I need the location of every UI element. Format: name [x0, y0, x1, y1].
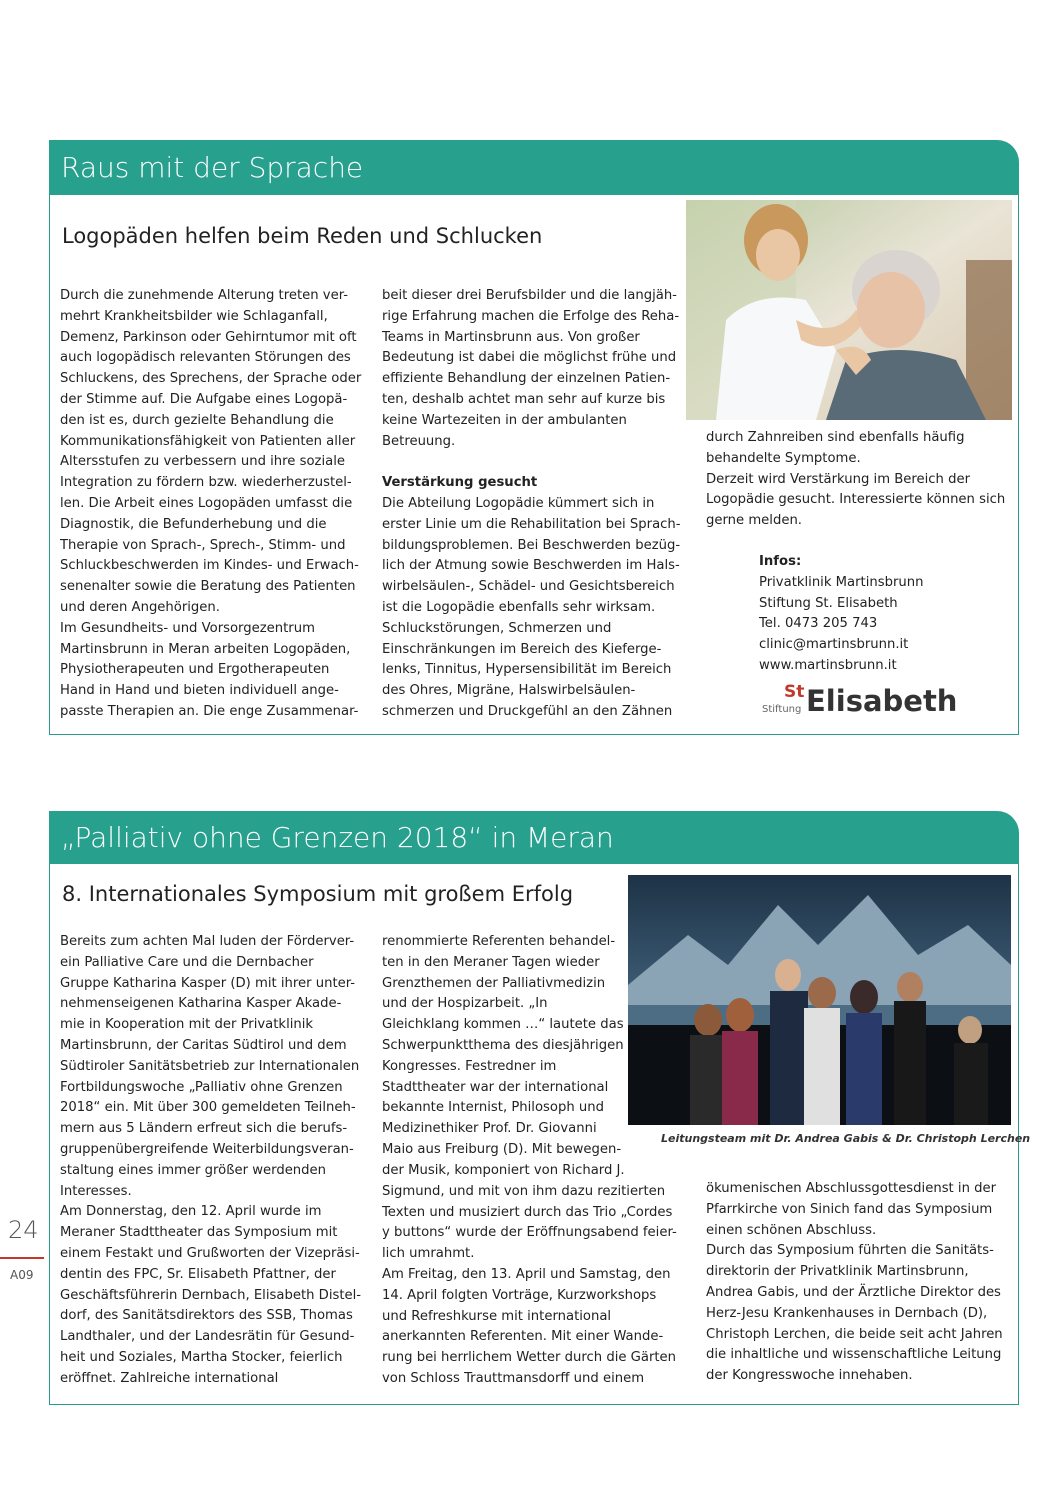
logo-name: Elisabeth — [806, 684, 958, 718]
article1-title-band — [49, 140, 1019, 195]
article2-subtitle: 8. Internationales Symposium mit großem Erfolg — [62, 882, 574, 906]
page-code: A09 — [10, 1268, 34, 1282]
infos-label: Infos: — [759, 554, 802, 569]
article2-title: „Palliativ ohne Grenzen 2018“ in Meran — [61, 821, 614, 854]
article2-col1 — [60, 932, 370, 1390]
article2-photo-caption: Leitungsteam mit Dr. Andrea Gabis & Dr. Christoph Lerchen — [661, 1132, 1031, 1145]
article2-col3-text: ökumenischen Abschlussgottesdienst in der Pfarrkirche von Sinich fand das Symposium einen schönen Abschluss. Durch das Symposium führten die Sanitäts- direktorin der Privatklinik Martinsbrunn, Andrea Gabis, und der Ärztliche Direktor des Herz-Jesu Krankenhauses in Dernbach (D), Christoph Lerchen, die beide seit acht Jahren die inhaltliche und wissenschaftliche Leitung der Kongresswoche innehaben. — [706, 1181, 1003, 1384]
article1-infos — [759, 552, 999, 677]
article1-col1-text: Durch die zunehmende Alterung treten ver- mehrt Krankheitsbilder wie Schlaganfall, Demenz, Parkinson oder Gehirntumor mit oft auch logopädisch relevanten Störungen des Schluckens, des Sprechens, der Sprache oder der Stimme auf. Die Aufgabe eines Logopä- den ist es, durch gezielte Behandlung die Kommunikationsfähigkeit von Patienten aller Altersstufen zu verbessern und ihre soziale Integration zu fördern bzw. wiederherzustel- len. Die Arbeit eines Logopäden umfasst die Diagnostik, die Befunderhebung und die Therapie von Sprach-, Sprech-, Stimm- und Schluckbeschwerden im Kindes- und Erwach- senenalter sowie die Beratung des Patienten und deren Angehörigen. Im Gesundheits- und Vorsorgezentrum Martinsbrunn in Meran arbeiten Logopäden, Physiotherapeuten und Ergotherapeuten Hand in Hand und bieten individuell ange- passte Therapien an. Die enge Zusammenar- — [60, 288, 362, 719]
article1-photo — [686, 200, 1012, 420]
infos-line: Stiftung St. Elisabeth — [759, 595, 898, 611]
article2-col2b-text: der Musik, komponiert von Richard J. Sigmund, und mit von ihm dazu rezitierten Texten und musiziert durch das Trio „Cordes y buttons“ wurde der Eröffnungsabend feier- lich umrahmt. Am Freitag, den 13. April und Samstag, den 14. April folgten Vorträge, Kurzworkshops und Refreshkurse mit international anerkannten Referenten. Mit einer Wande- rung bei herrlichem Wetter durch die Gärten von Schloss Trauttmansdorff und einem — [382, 1163, 677, 1386]
symposium-stage-image — [628, 875, 1011, 1125]
page-number: 24 — [8, 1216, 39, 1244]
article1-col3 — [706, 428, 1016, 532]
infos-phone: Tel. 0473 205 743 — [759, 616, 878, 632]
page-marker-line — [0, 1257, 44, 1259]
article1-col2 — [382, 286, 682, 723]
infos-email[interactable]: clinic@martinsbrunn.it — [759, 637, 909, 653]
article2-col2a-text: renommierte Referenten behandel- ten in den Meraner Tagen wieder Grenzthemen der Palliativmedizin und der Hospizarbeit. „In Gleichklang kommen …“ lautete das Schwerpunktthema des diesjährigen Kongresses. Festredner im Stadttheater war der international bekannte Internist, Philosoph und Medizinethiker Prof. Dr. Giovanni Maio aus Freiburg (D). Mit bewegen- — [382, 934, 624, 1157]
article1-col1 — [60, 286, 370, 723]
article2-col1-text: Bereits zum achten Mal luden der Förderver- ein Palliative Care und die Dernbacher Gruppe Katharina Kasper (D) mit ihrer unter- nehmenseigenen Katharina Kasper Akade- mie in Kooperation mit der Privatklinik Martinsbrunn, der Caritas Südtirol und dem Südtiroler Sanitätsbetrieb zur Internationalen Fortbildungswoche „Palliativ ohne Grenzen 2018“ ein. Mit über 300 gemeldeten Teilneh- mern aus 5 Ländern erfreut sich die berufs- gruppenübergreifende Weiterbildungsveran- staltung eines immer größer werdenden Interesses. Am Donnerstag, den 12. April wurde im Meraner Stadttheater das Symposium mit einem Festakt und Grußworten der Vizepräsi- dentin des FPC, Sr. Elisabeth Pfattner, der Geschäftsführerin Dernbach, Elisabeth Distel- dorf, des Sanitätsdirektors des SSB, Thomas Landthaler, und der Landesrätin für Gesund- heit und Soziales, Martha Stocker, feierlich eröffnet. Zahlreiche international — [60, 934, 362, 1386]
logo-stiftung: Stiftung — [762, 704, 802, 715]
caregiver-patient-image — [686, 200, 1012, 420]
article1-section-heading: Verstärkung gesucht — [382, 475, 538, 491]
article2-title-band — [49, 811, 1019, 864]
article1-title: Raus mit der Sprache — [61, 151, 364, 184]
infos-website[interactable]: www.martinsbrunn.it — [759, 657, 897, 673]
infos-line: Privatklinik Martinsbrunn — [759, 574, 924, 590]
logo-st: St — [784, 682, 805, 702]
article2-col3 — [706, 1179, 1016, 1387]
article1-col2a-text: beit dieser drei Berufsbilder und die langjäh- rige Erfahrung machen die Erfolge des Reha- Teams in Martinsbrunn aus. Von großer Bedeutung ist dabei die möglichst frühe und effiziente Behandlung der einzelnen Patien- ten, deshalb achtet man sehr auf kurze bis keine Wartezeiten in der ambulanten Betreuung. — [382, 288, 680, 449]
article1-col3-text: durch Zahnreiben sind ebenfalls häufig behandelte Symptome. Derzeit wird Verstärkung im Bereich der Logopädie gesucht. Interessierte können sich gerne melden. — [706, 430, 1006, 529]
article1-col2b-text: Die Abteilung Logopädie kümmert sich in erster Linie um die Rehabilitation bei Sprach- bildungsproblemen. Bei Beschwerden bezüg- lich der Atmung sowie Beschwerden im Hals- wirbelsäulen-, Schädel- und Gesichtsbereich ist die Logopädie ebenfalls sehr wirksam. Schluckstörungen, Schmerzen und Einschränkungen im Bereich des Kieferge- lenks, Tinnitus, Hypersensibilität im Bereich des Ohres, Migräne, Halswirbelsäulen- schmerzen und Druckgefühl an den Zähnen — [382, 495, 681, 719]
article2-photo — [628, 875, 1011, 1125]
article2-col2a — [382, 932, 632, 1161]
stiftung-elisabeth-logo — [762, 682, 958, 722]
article2-col2b — [382, 1161, 682, 1390]
article1-subtitle: Logopäden helfen beim Reden und Schlucken — [62, 224, 543, 248]
